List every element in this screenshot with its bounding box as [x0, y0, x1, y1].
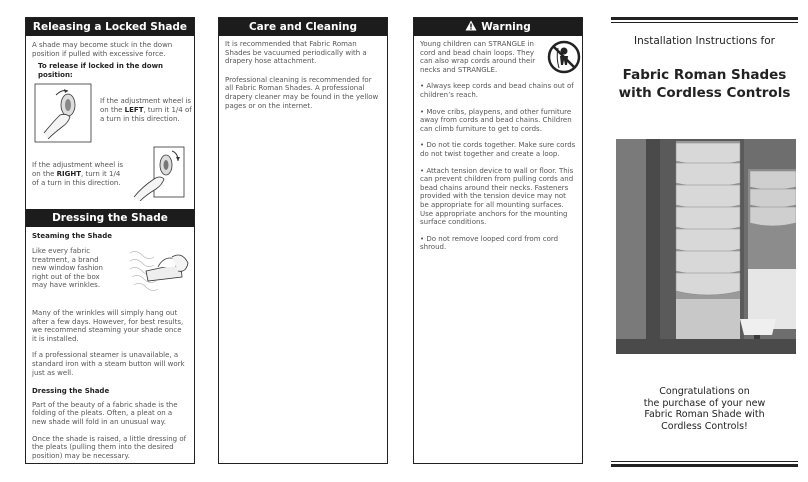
roman-shade-photo [616, 139, 796, 354]
congrats-line1: Congratulations on [659, 386, 750, 397]
cover-subtitle: Installation Instructions for [634, 35, 775, 47]
cover-bottom-bar [611, 464, 798, 467]
releasing-intro: A shade may become stuck in the down position if pulled with excessive force. [32, 41, 173, 58]
congrats-line3: Fabric Roman Shade with [644, 409, 765, 420]
warning-item: • Attach tension device to wall or floor. This can prevent children from pulling cords and bead chains around their necks. Fasteners provided with the tension device may not be appropriate for all mounting surfaces. Use appropriate anchors for the mounting surface conditions. [420, 166, 574, 227]
panel-care-cleaning [218, 17, 388, 464]
care-p2: Professional cleaning is recommended for all Fabric Roman Shades. A professional drapery cleaner may be found in the yellow pages or on the internet. [225, 75, 379, 110]
cover-top-bar [611, 17, 798, 20]
dressing-p2: Once the shade is raised, a little dressing of the pleats (pulling them into the desired position) may be necessary. [32, 434, 187, 460]
cover-panel [611, 17, 798, 467]
section-header-care: Care and Cleaning [219, 18, 387, 36]
warning-item: • Do not remove looped cord from cord shroud. [420, 234, 559, 252]
warning-intro: Young children can STRANGLE in cord and bead chain loops. They can also wrap cords around their necks and STRANGLE. [420, 40, 536, 74]
section-header-warning [414, 18, 582, 36]
panel-warning [413, 17, 583, 464]
steaming-p1: Like every fabric treatment, a brand new window fashion right out of the box may have wrinkles. [32, 246, 103, 290]
release-heading: To release if locked in the down position: [38, 62, 164, 79]
left-wheel-illustration [34, 83, 92, 143]
warning-item: • Do not tie cords together. Make sure cords do not twist together and create a loop. [420, 141, 576, 158]
panel-releasing-shade [25, 17, 195, 464]
warning-list [420, 82, 576, 252]
cover-title-line2: with Cordless Controls [618, 85, 791, 101]
cover-bottom-bar [611, 461, 798, 462]
dressing-p1: Part of the beauty of a fabric shade is the folding of the pleats. Often, a pleat on a new shade will fold in an unusual way. [32, 400, 178, 426]
warning-title: Warning [481, 21, 531, 33]
cover-title [611, 66, 798, 102]
left-pre: If the adjustment wheel is on the [100, 97, 192, 114]
right-wheel-text [32, 161, 124, 187]
left-word: LEFT [124, 105, 144, 114]
left-post: , turn it 1/4 of a turn in this direction. [100, 105, 192, 123]
section-header-dressing: Dressing the Shade [26, 209, 194, 227]
warning-triangle-icon [465, 20, 477, 31]
right-word: RIGHT [56, 169, 82, 178]
congrats-line4: Cordless Controls! [661, 420, 748, 432]
congratulations-text [611, 386, 798, 432]
cover-top-bar [611, 22, 798, 23]
steaming-p2: Many of the wrinkles will simply hang out after a few days. However, for best results, we recommend steaming your shade once it is installed. [32, 308, 184, 343]
no-child-cord-icon [547, 40, 581, 74]
steam-iron-illustration [128, 247, 190, 295]
right-post: , turn it 1/4 of a turn in this direction. [32, 169, 121, 187]
steaming-title: Steaming the Shade [32, 232, 113, 241]
steaming-p3: If a professional steamer is unavailable, a standard iron with a steam button will work just as well. [32, 351, 185, 377]
right-pre: If the adjustment wheel is on the [32, 161, 124, 178]
warning-item: • Always keep cords and bead chains out of children’s reach. [420, 82, 574, 99]
congrats-line2: the purchase of your new [643, 397, 766, 409]
right-wheel-illustration [130, 143, 190, 201]
cover-title-line1: Fabric Roman Shades [622, 67, 787, 83]
warning-item: • Move cribs, playpens, and other furniture away from cords and bead chains. Children can climb furniture to get to cords. [420, 107, 572, 133]
section-header-releasing: Releasing a Locked Shade [26, 18, 194, 36]
left-wheel-text [100, 97, 192, 123]
cover-bottom-bars [611, 461, 798, 467]
care-p1: It is recommended that Fabric Roman Shades be vacuumed periodically with a drapery hose attachment. [225, 40, 367, 66]
dressing-title: Dressing the Shade [32, 387, 110, 396]
